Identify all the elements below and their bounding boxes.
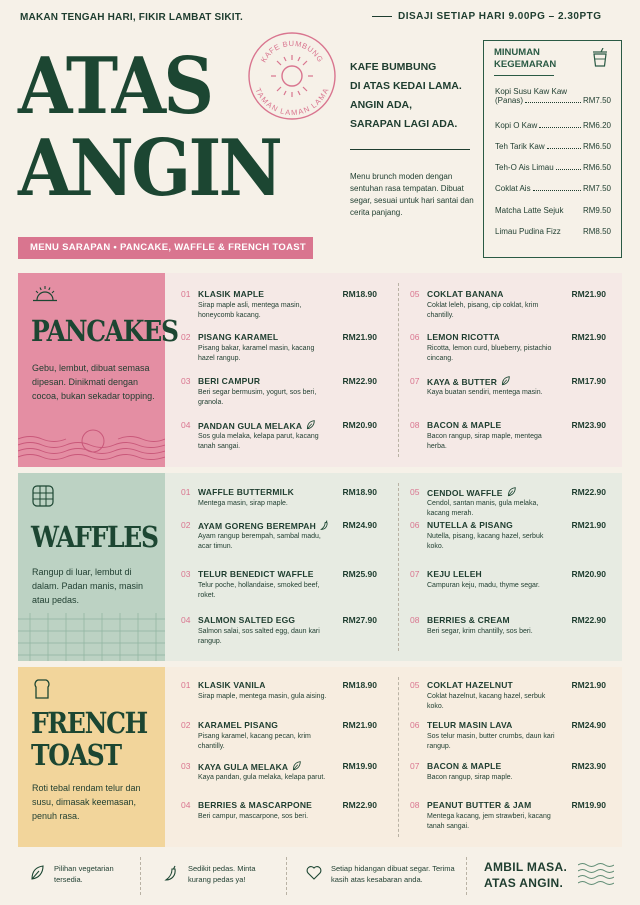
- drink-name: Kopi Susu Kaw Kaw: [495, 87, 568, 96]
- drink-item: [495, 206, 611, 215]
- item-name: KAYA & BUTTER: [427, 376, 510, 387]
- item-price: RM22.90: [571, 487, 606, 497]
- pancakes-side-panel: [18, 273, 178, 467]
- item-number: 03: [181, 569, 191, 579]
- item-name: PANDAN GULA MELAKA: [198, 420, 315, 431]
- item-price: RM21.90: [571, 289, 606, 299]
- item-number: 01: [181, 289, 191, 299]
- thanks-note: Setiap hidangan dibuat segar. Terima kasih atas kesabaran anda.: [331, 864, 455, 884]
- waffles-description: Rangup di luar, lembut di dalam. Padan manis, masin atau pedas.: [32, 567, 144, 605]
- waffle-icon: [32, 485, 54, 507]
- hours-text: DISAJI SETIAP HARI 9.00PG – 2.30PTG: [398, 11, 602, 22]
- wave-sun-decoration: [18, 423, 165, 467]
- drink-item: [495, 184, 611, 193]
- intro-line: DI ATAS KEDAI LAMA.: [350, 80, 462, 92]
- column-divider: [398, 283, 399, 457]
- leaf-icon: [497, 377, 510, 387]
- item-description: Pisang bakar, karamel masin, kacang hazel rangup.: [198, 345, 315, 362]
- item-description: Telur poche, hollandaise, smoked beef, roket.: [198, 582, 320, 599]
- drink-price: RM6.50: [582, 142, 611, 151]
- item-number: 08: [410, 615, 420, 625]
- item-description: Coklat leleh, pisang, cip coklat, krim chantilly.: [427, 302, 539, 319]
- pancakes-description: Gebu, lembut, dibuat semasa dipesan. Dinikmati dengan cocoa, bukan sekadar topping.: [32, 363, 155, 401]
- drink-item: [495, 142, 611, 151]
- item-name: KAYA GULA MELAKA: [198, 761, 301, 772]
- item-number: 02: [181, 332, 191, 342]
- item-number: 05: [410, 680, 420, 690]
- item-price: RM24.90: [342, 520, 377, 530]
- item-description: Beri campur, mascarpone, sos beri.: [198, 813, 309, 820]
- svg-text:KAFE BUMBUNG: [259, 39, 325, 64]
- item-number: 07: [410, 569, 420, 579]
- drink-name-cont: (Panas): [495, 96, 524, 105]
- item-name: NUTELLA & PISANG: [427, 520, 513, 530]
- item-description: Nutella, pisang, kacang hazel, serbuk koko.: [427, 533, 544, 550]
- drink-name: Teh Tarik Kaw: [495, 142, 545, 151]
- item-name: KEJU LELEH: [427, 569, 482, 579]
- item-name: TELUR MASIN LAVA: [427, 720, 513, 730]
- footer-divider: [140, 857, 141, 895]
- stamp-top-text: KAFE BUMBUNG: [258, 38, 326, 65]
- item-name: PEANUT BUTTER & JAM: [427, 800, 532, 810]
- leaf-icon: [30, 865, 44, 881]
- item-price: RM22.90: [342, 800, 377, 810]
- drink-price: RM7.50: [582, 184, 611, 193]
- cafe-title: [18, 41, 281, 214]
- item-number: 04: [181, 800, 191, 810]
- wave-icon: [578, 861, 614, 887]
- menu-banner: MENU SARAPAN • PANCAKE, WAFFLE & FRENCH TOAST: [18, 237, 313, 259]
- item-number: 03: [181, 376, 191, 386]
- sun-icon: [32, 285, 58, 303]
- footer-divider: [286, 857, 287, 895]
- drink-name: Coklat Ais: [495, 184, 531, 193]
- item-price: RM21.90: [342, 332, 377, 342]
- footer-brand-line-2: ATAS ANGIN.: [484, 876, 564, 890]
- drink-price: RM6.20: [582, 121, 611, 130]
- french-toast-title: [31, 707, 147, 771]
- french-toast-title-line-2: TOAST: [31, 738, 121, 772]
- item-price: RM21.90: [571, 332, 606, 342]
- item-price: RM18.90: [342, 680, 377, 690]
- item-name: BERRIES & CREAM: [427, 615, 510, 625]
- item-price: RM20.90: [342, 420, 377, 430]
- tagline: MAKAN TENGAH HARI, FIKIR LAMBAT SIKIT.: [20, 12, 243, 23]
- item-price: RM19.90: [342, 761, 377, 771]
- svg-text:TAMAN LAMAN LAMA: [254, 86, 330, 116]
- item-number: 02: [181, 520, 191, 530]
- heart-icon: [306, 865, 322, 880]
- item-number: 05: [410, 289, 420, 299]
- item-number: 01: [181, 680, 191, 690]
- intro-divider: [350, 149, 470, 150]
- item-number: 04: [181, 615, 191, 625]
- french-toast-description: Roti tebal rendam telur dan susu, dimasak keemasan, penuh rasa.: [32, 783, 141, 821]
- item-description: Sos gula melaka, kelapa parut, kacang tanah sangai.: [198, 433, 319, 450]
- item-price: RM23.90: [571, 761, 606, 771]
- item-description: Bacon rangup, sirap maple.: [427, 774, 513, 781]
- title-line-2: ANGIN: [18, 123, 281, 214]
- item-price: RM18.90: [342, 487, 377, 497]
- item-price: RM19.90: [571, 800, 606, 810]
- item-name: COKLAT HAZELNUT: [427, 680, 513, 690]
- section-french-toast: [18, 667, 622, 847]
- drink-item: [495, 227, 611, 236]
- vegetarian-note: Pilihan vegetarian tersedia.: [54, 864, 114, 884]
- stamp-bottom-text: TAMAN LAMAN LAMA: [253, 86, 331, 117]
- french-toast-side-panel: [18, 667, 165, 847]
- item-name: AYAM GORENG BEREMPAH: [198, 520, 329, 531]
- item-number: 06: [410, 720, 420, 730]
- french-toast-title-line-1: FRENCH: [31, 706, 147, 740]
- leaf-icon: [302, 421, 315, 431]
- item-price: RM23.90: [571, 420, 606, 430]
- item-price: RM21.90: [571, 680, 606, 690]
- drink-price: RM6.50: [582, 163, 611, 172]
- intro-text: [350, 58, 462, 134]
- section-waffles: [18, 473, 622, 661]
- intro-line: KAFE BUMBUNG: [350, 61, 437, 73]
- item-price: RM22.90: [342, 376, 377, 386]
- item-price: RM27.90: [342, 615, 377, 625]
- drink-price: RM9.50: [582, 206, 611, 215]
- item-price: RM24.90: [571, 720, 606, 730]
- drink-name: Kopi O Kaw: [495, 121, 538, 130]
- item-number: 01: [181, 487, 191, 497]
- item-name: BERRIES & MASCARPONE: [198, 800, 313, 810]
- item-price: RM25.90: [342, 569, 377, 579]
- item-description: Sirap maple, mentega masin, gula aising.: [198, 693, 327, 700]
- item-number: 08: [410, 420, 420, 430]
- item-description: Sirap maple asli, mentega masin, honeycomb kacang.: [198, 302, 302, 319]
- leaf-icon: [288, 762, 301, 772]
- item-price: RM17.90: [571, 376, 606, 386]
- chili-icon: [164, 865, 178, 881]
- item-description: Beri segar, krim chantilly, sos beri.: [427, 628, 533, 635]
- waffles-side-panel: [18, 473, 165, 661]
- opening-hours: [372, 11, 602, 22]
- column-divider: [398, 483, 399, 651]
- drinks-title-line-2: KEGEMARAN: [494, 59, 557, 70]
- footer-brand: [484, 859, 567, 891]
- item-description: Beri segar bermusim, yogurt, sos beri, granola.: [198, 389, 317, 406]
- drink-price: RM8.50: [582, 227, 611, 236]
- item-name: CENDOL WAFFLE: [427, 487, 516, 498]
- hours-rule: [372, 16, 392, 17]
- grid-decoration: [18, 613, 165, 661]
- intro-line: SARAPAN LAGI ADA.: [350, 118, 458, 130]
- item-number: 06: [410, 332, 420, 342]
- footer: [18, 857, 622, 895]
- spicy-note: Sedikit pedas. Minta kurang pedas ya!: [188, 864, 256, 884]
- drink-name: Limau Pudina Fizz: [495, 227, 561, 236]
- drinks-panel: [483, 40, 622, 258]
- intro-line: ANGIN ADA,: [350, 99, 413, 111]
- drinks-title: [494, 47, 556, 71]
- item-number: 05: [410, 487, 420, 497]
- title-line-1: ATAS: [18, 41, 212, 132]
- item-description: Kaya buatan sendiri, mentega masin.: [427, 389, 543, 396]
- item-number: 02: [181, 720, 191, 730]
- section-pancakes: [18, 273, 622, 467]
- item-name: BERI CAMPUR: [198, 376, 261, 386]
- item-description: Mentega masin, sirap maple.: [198, 500, 288, 507]
- item-name: TELUR BENEDICT WAFFLE: [198, 569, 314, 579]
- cup-icon: [591, 48, 609, 68]
- pancakes-title: PANCAKES: [31, 314, 178, 348]
- item-description: Campuran keju, madu, thyme segar.: [427, 582, 540, 589]
- item-price: RM21.90: [571, 520, 606, 530]
- item-description: Sos telur masin, butter crumbs, daun kari rangup.: [427, 733, 555, 750]
- column-divider: [398, 677, 399, 837]
- leaf-icon: [503, 488, 516, 498]
- item-number: 08: [410, 800, 420, 810]
- item-description: Pisang karamel, kacang pecan, krim chantilly.: [198, 733, 311, 750]
- drink-name: Matcha Latte Sejuk: [495, 206, 564, 215]
- item-number: 06: [410, 520, 420, 530]
- toast-icon: [32, 679, 52, 699]
- item-description: Salmon salai, sos salted egg, daun kari rangup.: [198, 628, 320, 645]
- drinks-title-line-1: MINUMAN: [494, 47, 540, 58]
- footer-divider: [466, 857, 467, 895]
- item-description: Coklat hazelnut, kacang hazel, serbuk koko.: [427, 693, 546, 710]
- item-name: BACON & MAPLE: [427, 761, 502, 771]
- item-description: Kaya pandan, gula melaka, kelapa parut.: [198, 774, 326, 781]
- footer-brand-line-1: AMBIL MASA.: [484, 860, 568, 874]
- item-description: Mentega kacang, jem strawberi, kacang tanah sangai.: [427, 813, 551, 830]
- item-name: COKLAT BANANA: [427, 289, 504, 299]
- item-price: RM20.90: [571, 569, 606, 579]
- item-name: KARAMEL PISANG: [198, 720, 279, 730]
- drinks-title-rule: [494, 75, 554, 76]
- item-description: Bacon rangup, sirap maple, mentega herba.: [427, 433, 542, 450]
- item-name: SALMON SALTED EGG: [198, 615, 296, 625]
- item-price: RM22.90: [571, 615, 606, 625]
- item-name: WAFFLE BUTTERMILK: [198, 487, 294, 497]
- waffles-title: WAFFLES: [31, 520, 158, 554]
- item-description: Ayam rangup berempah, sambal madu, acar timun.: [198, 533, 321, 550]
- item-description: Cendol, santan manis, gula melaka, kacang merah.: [427, 500, 539, 517]
- item-name: KLASIK MAPLE: [198, 289, 265, 299]
- item-name: BACON & MAPLE: [427, 420, 502, 430]
- item-number: 04: [181, 420, 191, 430]
- item-name: KLASIK VANILA: [198, 680, 266, 690]
- item-description: Ricotta, lemon curd, blueberry, pistachio cincang.: [427, 345, 552, 362]
- item-number: 07: [410, 376, 420, 386]
- item-name: PISANG KARAMEL: [198, 332, 279, 342]
- item-name: LEMON RICOTTA: [427, 332, 500, 342]
- item-number: 07: [410, 761, 420, 771]
- chili-icon: [316, 521, 329, 531]
- drink-item: [495, 87, 611, 105]
- drink-item: [495, 163, 611, 172]
- intro-subtext: Menu brunch moden dengan sentuhan rasa tempatan. Dibuat segar, sesuai untuk hari santai dan cerita panjang.: [350, 172, 474, 217]
- item-number: 03: [181, 761, 191, 771]
- drink-name: Teh-O Ais Limau: [495, 163, 554, 172]
- item-price: RM21.90: [342, 720, 377, 730]
- cafe-stamp-logo: [246, 30, 338, 122]
- item-price: RM18.90: [342, 289, 377, 299]
- drink-price: RM7.50: [582, 96, 611, 105]
- drink-item: [495, 121, 611, 130]
